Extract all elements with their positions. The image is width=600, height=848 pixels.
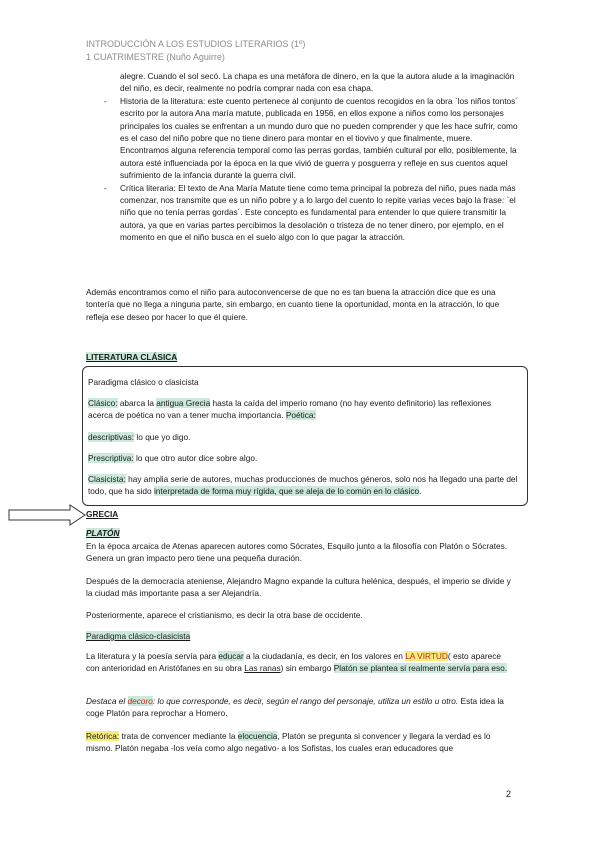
p4-platon: Platón se plantea si realmente servía para eso. xyxy=(333,663,508,674)
bullet-continuation: alegre. Cuando el sol secó. La chapa es una metáfora de dinero, en la que la autora alude a la imaginación del niño, es decir, realmente no podría comprar nada con esa chapa. xyxy=(120,71,515,94)
descriptivas-label: descriptivas: xyxy=(88,432,135,442)
subsection-title-platon: PLATÓN xyxy=(86,528,120,538)
paragraph-decoro xyxy=(86,695,516,720)
p4-las-ranas: Las ranas xyxy=(244,663,281,674)
paragraph-democracia: Después de la democracia ateniense, Alejandro Magno expande la cultura helénica, después, el imperio se divide y la ciudad más importante pasa a ser Alejandría. xyxy=(86,576,511,599)
paragraph-epoca-arcaica: En la época arcaica de Atenas aparecen autores como Sócrates, Esquilo junto a la filosofía con Platón o Sócrates. Genera un gran impacto pero tiene una pequeña duración. xyxy=(86,541,508,564)
bullet-item-historia xyxy=(102,95,520,182)
elocuencia-word: elocuencia xyxy=(237,731,278,741)
prescriptiva-definition xyxy=(88,452,518,464)
clasicista-label: Clasicista: xyxy=(88,474,126,484)
page-number: 2 xyxy=(506,789,512,799)
poetica-label: Poética: xyxy=(285,410,316,421)
document-header xyxy=(86,38,305,64)
clasico-label: Clásico: xyxy=(88,398,118,408)
clasico-definition xyxy=(88,397,518,422)
header-semester: 1 CUATRIMESTRE (Nuño Aguirre) xyxy=(86,52,225,62)
p4-text-b: a la ciudadanía, es decir, en los valores en xyxy=(243,651,406,661)
descriptivas-text: lo que yo digo. xyxy=(134,432,191,442)
bullet-dash: - xyxy=(104,95,107,106)
p4-text-c: ( esto aparece con anterioridad en Aristófanes en su obra xyxy=(86,651,501,674)
clasicista-end: . xyxy=(419,486,422,497)
clasicista-highlight: interpretada de forma muy rígida, que se aleja de lo común en lo clásico xyxy=(153,486,420,497)
clasicista-text: hay amplia serie de autores, muchas producciones de muchos géneros, solo nos ha llegado una parte del todo, que ha sido xyxy=(88,474,518,497)
prescriptiva-label: Prescriptiva: xyxy=(88,453,134,463)
paragraph-cristianismo: Posteriormente, aparece el cristianismo, es decir la otra base de occidente. xyxy=(86,610,363,620)
section-title-literatura-clasica: LITERATURA CLÁSICA xyxy=(86,352,178,362)
descriptivas-definition xyxy=(88,431,518,443)
retorica-text-a: trata de convencer mediante la xyxy=(119,731,238,741)
paradigma-heading: Paradigma clásico o clasicista xyxy=(88,377,199,387)
clasicista-definition xyxy=(88,473,518,498)
paragraph-ademas: Además encontramos como el niño para autoconvencerse de que no es tan buena la atracción dice que es una tontería que no llega a ninguna parte, sin embargo, en cuanto tiene la oportunidad, monta en la atracción, lo que refleja ese deseo por hacer lo que él quiere. xyxy=(86,287,500,322)
clasico-text1: abarca la xyxy=(117,398,157,408)
decoro-word: decoro xyxy=(127,696,153,706)
p4-virtud: LA VIRTUD xyxy=(405,651,448,661)
paragraph-literatura-educar xyxy=(86,650,516,675)
bullet-text: Historia de la literatura: este cuento pertenece al conjunto de cuentos recogidos en la obra `los niños tontos´ escrito por la autora Ana maría matute, publicada en 1956, en ellos expone a niños como los personajes principales los cuales se enfrentan a un mundo duro que no pueden comprender y que les hace sufrir, como es el caso del niño pobre que no tiene dinero para montar en el tiovivo y que finalmente, muere. Encontramos alguna referencia temporal como las perras gordas, también cultural por ello, posiblemente, la autora esté influenciada por la época en la que vivió de guerra y posguerra y refleje en sus cuentos aquel sufrimiento de la infancia durante la guerra civil. xyxy=(120,95,519,181)
right-arrow-icon xyxy=(8,504,88,526)
p4-educar: educar xyxy=(218,651,244,661)
header-course-title: INTRODUCCIÓN A LOS ESTUDIOS LITERARIOS (1º) xyxy=(86,39,306,49)
prescriptiva-text: lo que otro autor dice sobre algo. xyxy=(133,453,258,463)
bullet-text: Crítica literaria: El texto de Ana María Matute tiene como tema principal la pobreza del niño, pues nada más comenzar, nos transmite que es un niño pobre y a lo largo del cuento lo repite varias veces bajo la frase: `el niño que no tenía perras gordas´. Este concepto es fundamental para entender lo que quiere transmitir la autora, ya que en varias partes percibimos la desolación o tristeza de no tener dinero, por ejemplo, en el momento en que el niño busca en el suelo algo con lo que pagar la atracción. xyxy=(120,182,516,243)
p4-text-a: La literatura y la poesía servía para xyxy=(86,651,219,661)
bullet-item-critica xyxy=(102,182,520,244)
decoro-text-a: Destaca el xyxy=(86,696,128,706)
section-title-grecia: GRECIA xyxy=(86,509,119,519)
retorica-label: Retórica: xyxy=(86,731,120,741)
section-title-paradigma: Paradigma clásico-clasicista xyxy=(86,631,191,641)
clasico-highlight: antigua Grecia xyxy=(156,398,211,408)
definition-box xyxy=(82,366,528,506)
bullet-list xyxy=(102,70,520,244)
clasico-text2: hasta la caída del imperio romano (no hay evento definitorio) las reflexiones acerca de poética no van a tener mucha importancia. xyxy=(88,398,492,421)
bullet-dash: - xyxy=(104,182,107,193)
retorica-text-b: , Platón se pregunta si convencer y llegara la verdad es lo mismo. Platón negaba -los veía como algo negativo- a los Sofistas, los cuales eran educadores que xyxy=(86,731,491,754)
p4-text-d: ) sin embargo xyxy=(280,663,334,674)
decoro-text-c: Esta idea la coge Platón para reprochar a Homero. xyxy=(86,696,504,719)
decoro-text-b: : lo que corresponde, es decir, según el rango del personaje, utiliza un estilo u otro. xyxy=(152,696,459,706)
paragraph-retorica xyxy=(86,730,516,755)
